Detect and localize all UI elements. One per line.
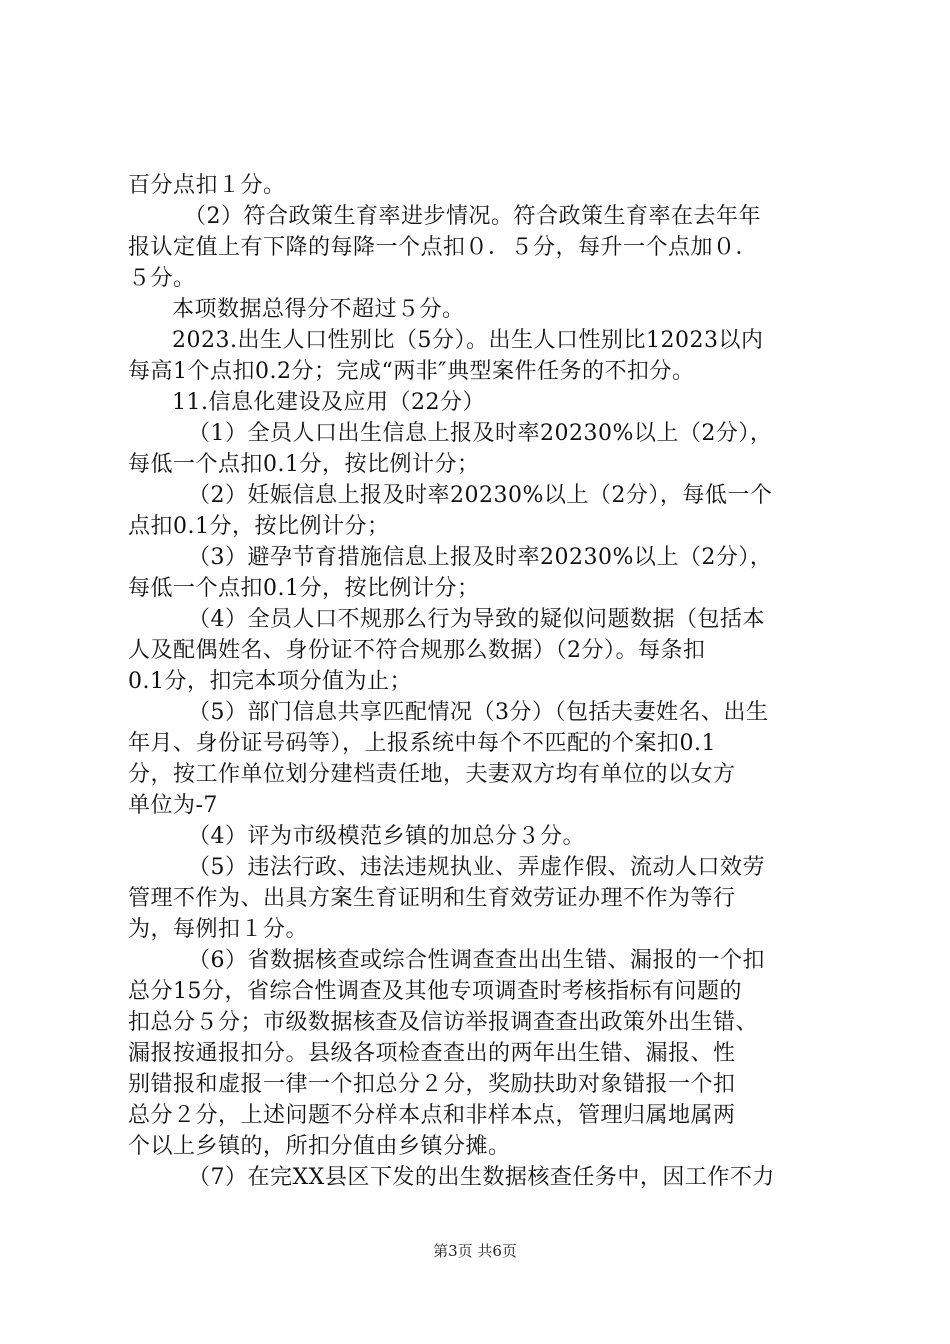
text-line: 单位为-7: [128, 793, 218, 818]
text-line: 百分点扣１分。: [128, 173, 286, 198]
text-line: （3）避孕节育措施信息上报及时率20230%以上（2分），: [188, 545, 773, 570]
text-line: 点扣0.1分，按比例计分；: [128, 514, 390, 539]
text-line: 为，每例扣１分。: [128, 917, 309, 942]
text-line: （4）全员人口不规那么行为导致的疑似问题数据（包括本: [188, 607, 765, 632]
text-line: 总分15分，省综合性调查及其他专项调查时考核指标有问题的: [128, 979, 742, 1004]
text-line: 每高1个点扣0.2分；完成“两非″典型案件任务的不扣分。: [128, 359, 695, 384]
text-line: （7）在完XX县区下发的出生数据核查任务中，因工作不力: [188, 1165, 775, 1190]
text-line: （6）省数据核查或综合性调查查出出生错、漏报的一个扣: [188, 948, 765, 973]
page-number-footer: 第3页 共6页: [433, 1242, 517, 1260]
text-line: 漏报按通报扣分。县级各项检查查出的两年出生错、漏报、性: [128, 1041, 736, 1066]
text-line: 别错报和虚报一律一个扣总分２分，奖励扶助对象错报一个扣: [128, 1072, 736, 1097]
text-line: 2023.出生人口性别比（5分）。出生人口性别比12023以内: [172, 328, 764, 353]
text-line: 0.1分，扣完本项分值为止；: [128, 669, 412, 694]
text-line: 管理不作为、出具方案生育证明和生育效劳证办理不作为等行: [128, 886, 736, 911]
text-line: （4）评为市级模范乡镇的加总分３分。: [188, 824, 585, 849]
text-line: （5）部门信息共享匹配情况（3分）（包括夫妻姓名、出生: [188, 700, 769, 725]
text-line: （5）违法行政、违法违规执业、弄虚作假、流动人口效劳: [188, 855, 765, 880]
text-line: 每低一个点扣0.1分，按比例计分；: [128, 452, 480, 477]
text-line: ５分。: [128, 266, 196, 291]
document-body: [128, 170, 838, 1193]
text-line: 扣总分５分；市级数据核查及信访举报调查查出政策外出生错、: [128, 1010, 759, 1035]
text-line: 人及配偶姓名、身份证不符合规那么数据）（2分）。每条扣: [128, 638, 706, 663]
text-line: （1）全员人口出生信息上报及时率20230%以上（2分），: [188, 421, 773, 446]
text-line: 年月、身份证号码等），上报系统中每个不匹配的个案扣0.1: [128, 731, 716, 756]
text-line: 总分２分，上述问题不分样本点和非样本点，管理归属地属两: [128, 1103, 736, 1128]
text-line: （2）符合政策生育率进步情况。符合政策生育率在去年年: [184, 204, 761, 229]
text-line: 分，按工作单位划分建档责任地，夫妻双方均有单位的以女方: [128, 762, 736, 787]
text-line: 每低一个点扣0.1分，按比例计分；: [128, 576, 480, 601]
text-line: 报认定值上有下降的每降一个点扣０．５分，每升一个点加０．: [128, 235, 759, 260]
text-line: （2）妊娠信息上报及时率20230%以上（2分），每低一个: [188, 483, 773, 508]
text-line: 11.信息化建设及应用（22分）: [172, 390, 485, 415]
text-line: 本项数据总得分不超过５分。: [172, 297, 465, 322]
text-line: 个以上乡镇的，所扣分值由乡镇分摊。: [128, 1134, 511, 1159]
